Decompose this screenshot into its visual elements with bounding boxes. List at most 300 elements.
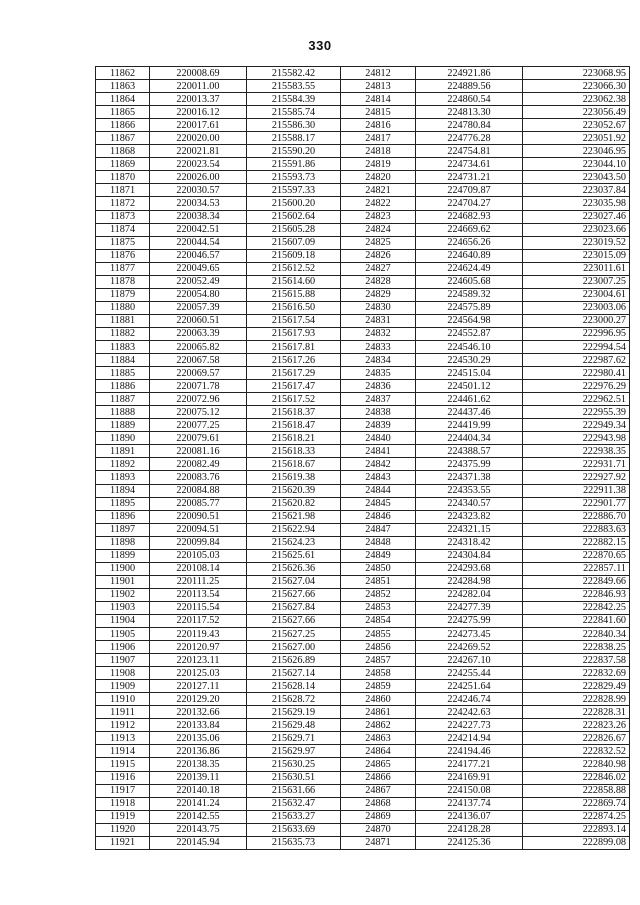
right-x-coordinate-cell: 224709.87: [416, 184, 523, 197]
left-point-number-cell: 11869: [96, 158, 150, 171]
left-y-coordinate-cell: 215628.72: [247, 693, 341, 706]
right-x-coordinate-cell: 224640.89: [416, 249, 523, 262]
left-x-coordinate-cell: 220081.16: [150, 445, 247, 458]
left-point-number-cell: 11918: [96, 797, 150, 810]
table-row: [96, 184, 630, 197]
right-point-number-cell: 24862: [341, 719, 416, 732]
right-point-number-cell: 24847: [341, 523, 416, 536]
left-x-coordinate-cell: 220023.54: [150, 158, 247, 171]
right-y-coordinate-cell: 222823.26: [523, 719, 630, 732]
left-x-coordinate-cell: 220141.24: [150, 797, 247, 810]
left-x-coordinate-cell: 220046.57: [150, 249, 247, 262]
left-point-number-cell: 11866: [96, 119, 150, 132]
table-row: [96, 93, 630, 106]
left-point-number-cell: 11913: [96, 732, 150, 745]
left-y-coordinate-cell: 215624.23: [247, 536, 341, 549]
right-y-coordinate-cell: 222828.31: [523, 706, 630, 719]
right-y-coordinate-cell: 222987.62: [523, 354, 630, 367]
right-point-number-cell: 24823: [341, 210, 416, 223]
right-x-coordinate-cell: 224669.62: [416, 223, 523, 236]
left-x-coordinate-cell: 220127.11: [150, 680, 247, 693]
left-point-number-cell: 11906: [96, 641, 150, 654]
right-y-coordinate-cell: 222949.34: [523, 419, 630, 432]
left-x-coordinate-cell: 220123.11: [150, 654, 247, 667]
left-x-coordinate-cell: 220052.49: [150, 275, 247, 288]
table-row: [96, 810, 630, 823]
left-y-coordinate-cell: 215621.98: [247, 510, 341, 523]
right-x-coordinate-cell: 224780.84: [416, 119, 523, 132]
right-y-coordinate-cell: 223046.95: [523, 145, 630, 158]
left-x-coordinate-cell: 220090.51: [150, 510, 247, 523]
left-y-coordinate-cell: 215584.39: [247, 93, 341, 106]
left-x-coordinate-cell: 220085.77: [150, 497, 247, 510]
table-row: [96, 458, 630, 471]
left-x-coordinate-cell: 220115.54: [150, 601, 247, 614]
right-x-coordinate-cell: 224340.57: [416, 497, 523, 510]
left-point-number-cell: 11919: [96, 810, 150, 823]
left-point-number-cell: 11874: [96, 223, 150, 236]
right-x-coordinate-cell: 224437.46: [416, 406, 523, 419]
right-x-coordinate-cell: 224375.99: [416, 458, 523, 471]
right-x-coordinate-cell: 224731.21: [416, 171, 523, 184]
left-x-coordinate-cell: 220067.58: [150, 354, 247, 367]
right-y-coordinate-cell: 223043.50: [523, 171, 630, 184]
right-x-coordinate-cell: 224255.44: [416, 667, 523, 680]
left-point-number-cell: 11886: [96, 380, 150, 393]
table-row: [96, 262, 630, 275]
right-y-coordinate-cell: 222931.71: [523, 458, 630, 471]
right-x-coordinate-cell: 224776.28: [416, 132, 523, 145]
right-y-coordinate-cell: 222976.29: [523, 380, 630, 393]
right-y-coordinate-cell: 223015.09: [523, 249, 630, 262]
left-x-coordinate-cell: 220117.52: [150, 614, 247, 627]
right-point-number-cell: 24845: [341, 497, 416, 510]
page-number: 330: [308, 38, 332, 53]
left-y-coordinate-cell: 215618.21: [247, 432, 341, 445]
left-y-coordinate-cell: 215588.17: [247, 132, 341, 145]
right-x-coordinate-cell: 224273.45: [416, 628, 523, 641]
coordinate-table: [95, 66, 630, 850]
left-x-coordinate-cell: 220129.20: [150, 693, 247, 706]
right-y-coordinate-cell: 222837.58: [523, 654, 630, 667]
right-x-coordinate-cell: 224404.34: [416, 432, 523, 445]
left-y-coordinate-cell: 215602.64: [247, 210, 341, 223]
left-y-coordinate-cell: 215593.73: [247, 171, 341, 184]
right-y-coordinate-cell: 222994.54: [523, 340, 630, 353]
left-point-number-cell: 11875: [96, 236, 150, 249]
right-point-number-cell: 24857: [341, 654, 416, 667]
left-y-coordinate-cell: 215591.86: [247, 158, 341, 171]
left-point-number-cell: 11863: [96, 80, 150, 93]
table-row: [96, 693, 630, 706]
left-x-coordinate-cell: 220034.53: [150, 197, 247, 210]
left-y-coordinate-cell: 215618.47: [247, 419, 341, 432]
left-x-coordinate-cell: 220083.76: [150, 471, 247, 484]
right-x-coordinate-cell: 224150.08: [416, 784, 523, 797]
right-point-number-cell: 24830: [341, 301, 416, 314]
right-point-number-cell: 24837: [341, 393, 416, 406]
right-x-coordinate-cell: 224754.81: [416, 145, 523, 158]
right-y-coordinate-cell: 222962.51: [523, 393, 630, 406]
table-row: [96, 588, 630, 601]
left-point-number-cell: 11876: [96, 249, 150, 262]
right-x-coordinate-cell: 224242.63: [416, 706, 523, 719]
left-x-coordinate-cell: 220072.96: [150, 393, 247, 406]
right-y-coordinate-cell: 223027.46: [523, 210, 630, 223]
right-point-number-cell: 24844: [341, 484, 416, 497]
left-x-coordinate-cell: 220094.51: [150, 523, 247, 536]
left-x-coordinate-cell: 220008.69: [150, 67, 247, 80]
right-point-number-cell: 24815: [341, 106, 416, 119]
right-x-coordinate-cell: 224564.98: [416, 314, 523, 327]
right-point-number-cell: 24846: [341, 510, 416, 523]
left-y-coordinate-cell: 215609.18: [247, 249, 341, 262]
table-row: [96, 158, 630, 171]
left-x-coordinate-cell: 220021.81: [150, 145, 247, 158]
left-point-number-cell: 11900: [96, 562, 150, 575]
left-y-coordinate-cell: 215629.71: [247, 732, 341, 745]
left-point-number-cell: 11893: [96, 471, 150, 484]
right-point-number-cell: 24865: [341, 758, 416, 771]
table-row: [96, 380, 630, 393]
left-point-number-cell: 11882: [96, 327, 150, 340]
table-row: [96, 601, 630, 614]
left-point-number-cell: 11871: [96, 184, 150, 197]
left-x-coordinate-cell: 220099.84: [150, 536, 247, 549]
right-y-coordinate-cell: 223003.06: [523, 301, 630, 314]
right-point-number-cell: 24838: [341, 406, 416, 419]
right-x-coordinate-cell: 224353.55: [416, 484, 523, 497]
right-point-number-cell: 24822: [341, 197, 416, 210]
right-point-number-cell: 24824: [341, 223, 416, 236]
left-x-coordinate-cell: 220139.11: [150, 771, 247, 784]
right-y-coordinate-cell: 223037.84: [523, 184, 630, 197]
table-row: [96, 745, 630, 758]
table-row: [96, 354, 630, 367]
left-x-coordinate-cell: 220013.37: [150, 93, 247, 106]
right-x-coordinate-cell: 224589.32: [416, 288, 523, 301]
right-point-number-cell: 24841: [341, 445, 416, 458]
left-point-number-cell: 11907: [96, 654, 150, 667]
right-point-number-cell: 24828: [341, 275, 416, 288]
table-row: [96, 249, 630, 262]
right-x-coordinate-cell: 224860.54: [416, 93, 523, 106]
right-point-number-cell: 24863: [341, 732, 416, 745]
right-point-number-cell: 24848: [341, 536, 416, 549]
left-point-number-cell: 11916: [96, 771, 150, 784]
table-row: [96, 367, 630, 380]
left-y-coordinate-cell: 215627.66: [247, 614, 341, 627]
right-x-coordinate-cell: 224277.39: [416, 601, 523, 614]
right-y-coordinate-cell: 222886.70: [523, 510, 630, 523]
right-point-number-cell: 24836: [341, 380, 416, 393]
left-y-coordinate-cell: 215615.88: [247, 288, 341, 301]
table-row: [96, 797, 630, 810]
table-row: [96, 680, 630, 693]
right-y-coordinate-cell: 222828.99: [523, 693, 630, 706]
left-point-number-cell: 11892: [96, 458, 150, 471]
left-x-coordinate-cell: 220079.61: [150, 432, 247, 445]
left-x-coordinate-cell: 220084.88: [150, 484, 247, 497]
right-point-number-cell: 24843: [341, 471, 416, 484]
left-x-coordinate-cell: 220132.66: [150, 706, 247, 719]
left-y-coordinate-cell: 215631.66: [247, 784, 341, 797]
right-point-number-cell: 24840: [341, 432, 416, 445]
right-y-coordinate-cell: 222846.02: [523, 771, 630, 784]
left-point-number-cell: 11888: [96, 406, 150, 419]
table-row: [96, 106, 630, 119]
left-point-number-cell: 11911: [96, 706, 150, 719]
right-y-coordinate-cell: 222838.25: [523, 641, 630, 654]
left-point-number-cell: 11891: [96, 445, 150, 458]
left-point-number-cell: 11878: [96, 275, 150, 288]
right-point-number-cell: 24839: [341, 419, 416, 432]
table-row: [96, 536, 630, 549]
left-point-number-cell: 11897: [96, 523, 150, 536]
table-row: [96, 484, 630, 497]
left-x-coordinate-cell: 220075.12: [150, 406, 247, 419]
left-x-coordinate-cell: 220145.94: [150, 836, 247, 849]
right-point-number-cell: 24851: [341, 575, 416, 588]
left-y-coordinate-cell: 215620.82: [247, 497, 341, 510]
right-y-coordinate-cell: 222938.35: [523, 445, 630, 458]
right-x-coordinate-cell: 224419.99: [416, 419, 523, 432]
right-x-coordinate-cell: 224889.56: [416, 80, 523, 93]
left-x-coordinate-cell: 220042.51: [150, 223, 247, 236]
left-x-coordinate-cell: 220143.75: [150, 823, 247, 836]
right-point-number-cell: 24867: [341, 784, 416, 797]
left-point-number-cell: 11867: [96, 132, 150, 145]
left-x-coordinate-cell: 220071.78: [150, 380, 247, 393]
left-y-coordinate-cell: 215632.47: [247, 797, 341, 810]
right-point-number-cell: 24821: [341, 184, 416, 197]
right-y-coordinate-cell: 223051.92: [523, 132, 630, 145]
right-point-number-cell: 24852: [341, 588, 416, 601]
right-point-number-cell: 24814: [341, 93, 416, 106]
left-point-number-cell: 11880: [96, 301, 150, 314]
left-y-coordinate-cell: 215630.51: [247, 771, 341, 784]
right-point-number-cell: 24816: [341, 119, 416, 132]
left-x-coordinate-cell: 220017.61: [150, 119, 247, 132]
right-point-number-cell: 24850: [341, 562, 416, 575]
table-row: [96, 288, 630, 301]
table-row: [96, 275, 630, 288]
right-point-number-cell: 24842: [341, 458, 416, 471]
right-point-number-cell: 24864: [341, 745, 416, 758]
table-row: [96, 406, 630, 419]
left-y-coordinate-cell: 215590.20: [247, 145, 341, 158]
right-x-coordinate-cell: 224137.74: [416, 797, 523, 810]
right-point-number-cell: 24853: [341, 601, 416, 614]
table-row: [96, 628, 630, 641]
left-point-number-cell: 11909: [96, 680, 150, 693]
left-point-number-cell: 11905: [96, 628, 150, 641]
right-point-number-cell: 24861: [341, 706, 416, 719]
right-point-number-cell: 24870: [341, 823, 416, 836]
right-x-coordinate-cell: 224269.52: [416, 641, 523, 654]
right-y-coordinate-cell: 222840.34: [523, 628, 630, 641]
right-y-coordinate-cell: 222841.60: [523, 614, 630, 627]
left-y-coordinate-cell: 215627.00: [247, 641, 341, 654]
right-y-coordinate-cell: 222840.98: [523, 758, 630, 771]
left-x-coordinate-cell: 220125.03: [150, 667, 247, 680]
right-y-coordinate-cell: 222857.11: [523, 562, 630, 575]
left-point-number-cell: 11864: [96, 93, 150, 106]
right-x-coordinate-cell: 224388.57: [416, 445, 523, 458]
left-x-coordinate-cell: 220026.00: [150, 171, 247, 184]
right-y-coordinate-cell: 222842.25: [523, 601, 630, 614]
right-y-coordinate-cell: 222826.67: [523, 732, 630, 745]
left-point-number-cell: 11872: [96, 197, 150, 210]
right-x-coordinate-cell: 224284.98: [416, 575, 523, 588]
right-x-coordinate-cell: 224704.27: [416, 197, 523, 210]
right-y-coordinate-cell: 222832.69: [523, 667, 630, 680]
left-x-coordinate-cell: 220111.25: [150, 575, 247, 588]
left-x-coordinate-cell: 220140.18: [150, 784, 247, 797]
table-row: [96, 614, 630, 627]
right-x-coordinate-cell: 224125.36: [416, 836, 523, 849]
left-point-number-cell: 11910: [96, 693, 150, 706]
left-x-coordinate-cell: 220108.14: [150, 562, 247, 575]
left-y-coordinate-cell: 215618.37: [247, 406, 341, 419]
left-y-coordinate-cell: 215627.84: [247, 601, 341, 614]
table-row: [96, 471, 630, 484]
right-y-coordinate-cell: 223052.67: [523, 119, 630, 132]
right-x-coordinate-cell: 224546.10: [416, 340, 523, 353]
left-y-coordinate-cell: 215586.30: [247, 119, 341, 132]
left-point-number-cell: 11885: [96, 367, 150, 380]
left-point-number-cell: 11887: [96, 393, 150, 406]
left-y-coordinate-cell: 215628.14: [247, 680, 341, 693]
left-y-coordinate-cell: 215583.55: [247, 80, 341, 93]
left-x-coordinate-cell: 220069.57: [150, 367, 247, 380]
right-y-coordinate-cell: 222996.95: [523, 327, 630, 340]
left-y-coordinate-cell: 215629.97: [247, 745, 341, 758]
right-point-number-cell: 24858: [341, 667, 416, 680]
right-point-number-cell: 24868: [341, 797, 416, 810]
table-row: [96, 667, 630, 680]
table-row: [96, 223, 630, 236]
left-y-coordinate-cell: 215629.19: [247, 706, 341, 719]
table-row: [96, 340, 630, 353]
left-y-coordinate-cell: 215600.20: [247, 197, 341, 210]
right-point-number-cell: 24833: [341, 340, 416, 353]
left-point-number-cell: 11914: [96, 745, 150, 758]
right-y-coordinate-cell: 223023.66: [523, 223, 630, 236]
left-x-coordinate-cell: 220119.43: [150, 628, 247, 641]
table-row: [96, 784, 630, 797]
right-x-coordinate-cell: 224246.74: [416, 693, 523, 706]
table-row: [96, 523, 630, 536]
table-row: [96, 301, 630, 314]
right-point-number-cell: 24849: [341, 549, 416, 562]
right-y-coordinate-cell: 222829.49: [523, 680, 630, 693]
right-x-coordinate-cell: 224575.89: [416, 301, 523, 314]
left-y-coordinate-cell: 215617.54: [247, 314, 341, 327]
left-x-coordinate-cell: 220077.25: [150, 419, 247, 432]
right-y-coordinate-cell: 222858.88: [523, 784, 630, 797]
left-x-coordinate-cell: 220044.54: [150, 236, 247, 249]
table-row: [96, 575, 630, 588]
right-y-coordinate-cell: 222849.66: [523, 575, 630, 588]
table-row: [96, 119, 630, 132]
right-y-coordinate-cell: 223011.61: [523, 262, 630, 275]
right-point-number-cell: 24871: [341, 836, 416, 849]
right-point-number-cell: 24832: [341, 327, 416, 340]
left-y-coordinate-cell: 215612.52: [247, 262, 341, 275]
left-point-number-cell: 11915: [96, 758, 150, 771]
left-y-coordinate-cell: 215617.81: [247, 340, 341, 353]
right-y-coordinate-cell: 222980.41: [523, 367, 630, 380]
right-x-coordinate-cell: 224323.82: [416, 510, 523, 523]
right-y-coordinate-cell: 222874.25: [523, 810, 630, 823]
right-point-number-cell: 24855: [341, 628, 416, 641]
left-point-number-cell: 11890: [96, 432, 150, 445]
right-y-coordinate-cell: 222883.63: [523, 523, 630, 536]
table-row: [96, 236, 630, 249]
left-y-coordinate-cell: 215627.25: [247, 628, 341, 641]
left-y-coordinate-cell: 215616.50: [247, 301, 341, 314]
right-x-coordinate-cell: 224267.10: [416, 654, 523, 667]
left-y-coordinate-cell: 215627.04: [247, 575, 341, 588]
right-x-coordinate-cell: 224318.42: [416, 536, 523, 549]
right-point-number-cell: 24817: [341, 132, 416, 145]
right-x-coordinate-cell: 224169.91: [416, 771, 523, 784]
right-x-coordinate-cell: 224293.68: [416, 562, 523, 575]
left-y-coordinate-cell: 215633.69: [247, 823, 341, 836]
left-y-coordinate-cell: 215625.61: [247, 549, 341, 562]
right-x-coordinate-cell: 224194.46: [416, 745, 523, 758]
right-point-number-cell: 24866: [341, 771, 416, 784]
table-row: [96, 80, 630, 93]
right-x-coordinate-cell: 224128.28: [416, 823, 523, 836]
left-x-coordinate-cell: 220138.35: [150, 758, 247, 771]
left-y-coordinate-cell: 215614.60: [247, 275, 341, 288]
right-point-number-cell: 24812: [341, 67, 416, 80]
right-point-number-cell: 24829: [341, 288, 416, 301]
right-x-coordinate-cell: 224682.93: [416, 210, 523, 223]
left-x-coordinate-cell: 220057.39: [150, 301, 247, 314]
right-x-coordinate-cell: 224214.94: [416, 732, 523, 745]
right-x-coordinate-cell: 224656.26: [416, 236, 523, 249]
left-point-number-cell: 11904: [96, 614, 150, 627]
left-point-number-cell: 11883: [96, 340, 150, 353]
left-y-coordinate-cell: 215622.94: [247, 523, 341, 536]
table-row: [96, 419, 630, 432]
right-y-coordinate-cell: 223068.95: [523, 67, 630, 80]
left-x-coordinate-cell: 220011.00: [150, 80, 247, 93]
coordinate-table-body: [96, 67, 630, 850]
right-x-coordinate-cell: 224251.64: [416, 680, 523, 693]
left-point-number-cell: 11870: [96, 171, 150, 184]
left-point-number-cell: 11908: [96, 667, 150, 680]
left-point-number-cell: 11879: [96, 288, 150, 301]
left-x-coordinate-cell: 220063.39: [150, 327, 247, 340]
left-y-coordinate-cell: 215617.47: [247, 380, 341, 393]
right-point-number-cell: 24825: [341, 236, 416, 249]
left-point-number-cell: 11902: [96, 588, 150, 601]
left-point-number-cell: 11921: [96, 836, 150, 849]
table-row: [96, 654, 630, 667]
left-y-coordinate-cell: 215618.67: [247, 458, 341, 471]
right-x-coordinate-cell: 224371.38: [416, 471, 523, 484]
left-point-number-cell: 11898: [96, 536, 150, 549]
right-y-coordinate-cell: 222869.74: [523, 797, 630, 810]
right-point-number-cell: 24831: [341, 314, 416, 327]
table-row: [96, 197, 630, 210]
left-point-number-cell: 11881: [96, 314, 150, 327]
right-point-number-cell: 24827: [341, 262, 416, 275]
